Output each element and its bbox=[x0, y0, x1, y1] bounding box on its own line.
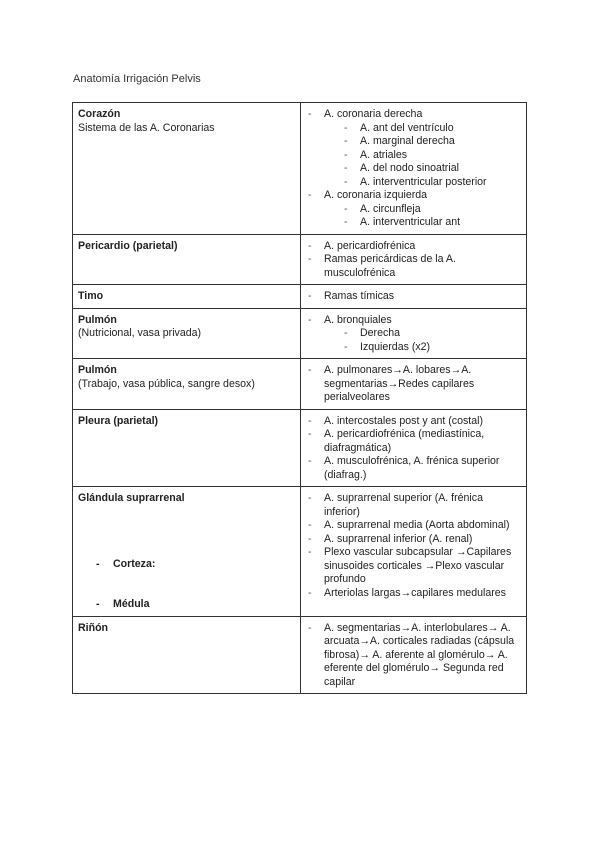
list-item: - A. coronaria izquierda - A. circunfleja - A. interventricular ant bbox=[306, 189, 520, 230]
list-item: - A. bronquiales - Derecha - Izquierdas (x2) bbox=[306, 314, 520, 355]
organ-cell bbox=[73, 308, 301, 359]
list-item: - A. suprarrenal media (Aorta abdominal) bbox=[306, 519, 520, 533]
list-item: - A. pericardiofrénica bbox=[306, 240, 520, 254]
table-row-pulmon-nutricional bbox=[73, 308, 527, 359]
list-subitem: - Izquierdas (x2) bbox=[342, 341, 520, 355]
list-item: - Ramas tímicas bbox=[306, 290, 520, 304]
table-row-pulmon-trabajo bbox=[73, 359, 527, 410]
organ-name: Pulmón bbox=[78, 313, 117, 326]
arteries-cell bbox=[301, 308, 527, 359]
list-subitem: - A. interventricular posterior bbox=[342, 176, 520, 190]
table-row-pericardio bbox=[73, 234, 527, 285]
organ-cell bbox=[73, 234, 301, 285]
list-subitem: - A. marginal derecha bbox=[342, 135, 520, 149]
list-subitem: - A. interventricular ant bbox=[342, 216, 520, 230]
organ-subtitle: (Nutricional, vasa privada) bbox=[78, 327, 202, 339]
arteries-cell bbox=[301, 616, 527, 694]
irrigation-table bbox=[72, 102, 527, 694]
list-item: - A. suprarrenal inferior (A. renal) bbox=[306, 533, 520, 547]
organ-cell bbox=[73, 616, 301, 694]
organ-cell bbox=[73, 285, 301, 309]
list-subitem: - A. del nodo sinoatrial bbox=[342, 162, 520, 176]
list-item: - A. intercostales post y ant (costal) bbox=[306, 415, 520, 429]
list-item: - A. segmentarias→A. interlobulares→ A. arcuata→A. corticales radiadas (cápsula fibrosa)→ A. aferente al glomérulo→ A. eferente del glomérulo→ Segunda red capilar bbox=[306, 622, 520, 690]
organ-name: Corazón bbox=[78, 108, 121, 120]
list-subitem: - Derecha bbox=[342, 327, 520, 341]
medula-label: - Médula bbox=[78, 598, 294, 612]
organ-name: Pulmón bbox=[78, 364, 117, 376]
organ-name: Riñón bbox=[78, 621, 109, 634]
organ-cell bbox=[73, 103, 301, 235]
table-row-suprarrenal bbox=[73, 487, 527, 617]
organ-name: Pericardio (parietal) bbox=[78, 239, 178, 252]
organ-name: Glándula suprarrenal bbox=[78, 492, 185, 504]
organ-subtitle: (Trabajo, vasa pública, sangre desox) bbox=[78, 377, 255, 390]
list-item: - A. suprarrenal superior (A. frénica inferior) bbox=[306, 492, 520, 519]
table-row-pleura bbox=[73, 409, 527, 487]
list-item: - Ramas pericárdicas de la A. musculofrénica bbox=[306, 253, 520, 280]
list-subitem: - A. atriales bbox=[342, 149, 520, 163]
organ-subtitle: Sistema de las A. Coronarias bbox=[78, 121, 215, 134]
arteries-cell bbox=[301, 487, 527, 617]
arteries-cell bbox=[301, 285, 527, 309]
arteries-cell bbox=[301, 103, 527, 235]
organ-cell bbox=[73, 487, 301, 617]
organ-cell bbox=[73, 409, 301, 487]
document-title: Anatomía Irrigación Pelvis bbox=[73, 73, 201, 85]
table-row-rinon bbox=[73, 616, 527, 694]
list-item: - A. pericardiofrénica (mediastínica, diafragmática) bbox=[306, 428, 520, 455]
organ-cell bbox=[73, 359, 301, 410]
organ-name: Pleura (parietal) bbox=[78, 414, 159, 427]
list-item: - A. pulmonares→A. lobares→A. segmentarias→Redes capilares perialveolares bbox=[306, 364, 520, 405]
corteza-label: - Corteza: bbox=[78, 558, 294, 572]
list-item: - Plexo vascular subcapsular →Capilares sinusoides corticales →Plexo vascular profundo bbox=[306, 546, 520, 587]
table-row-timo bbox=[73, 285, 527, 309]
arteries-cell bbox=[301, 409, 527, 487]
list-subitem: - A. circunfleja bbox=[342, 203, 520, 217]
arteries-cell bbox=[301, 234, 527, 285]
organ-name: Timo bbox=[78, 290, 104, 302]
list-subitem: - A. ant del ventrículo bbox=[342, 122, 520, 136]
list-item: - Arteriolas largas→capilares medulares bbox=[306, 587, 520, 601]
list-item: - A. musculofrénica, A. frénica superior (diafrag.) bbox=[306, 455, 520, 482]
arteries-cell bbox=[301, 359, 527, 410]
list-item: - A. coronaria derecha - A. ant del ventrículo - A. marginal derecha - A. atriales - A. del nodo sinoatrial - A. interventricular posterior bbox=[306, 108, 520, 189]
table-row-corazon bbox=[73, 103, 527, 235]
